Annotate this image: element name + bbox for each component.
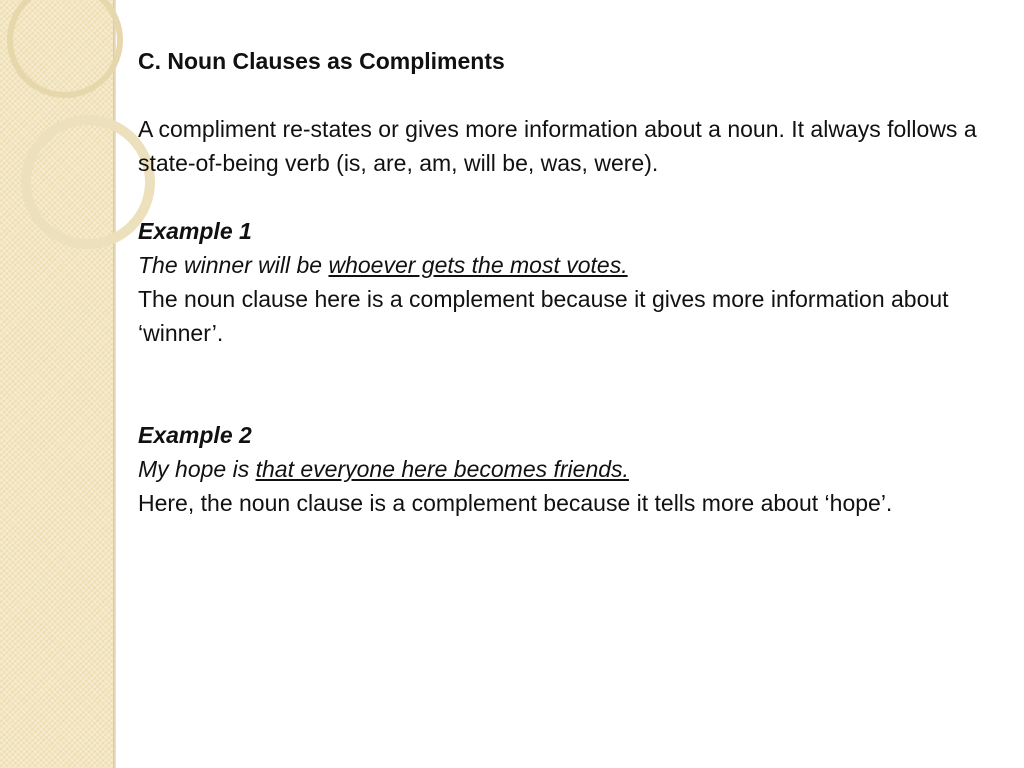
example-1-heading: Example 1 <box>138 218 252 244</box>
example-2-noun-clause: that everyone here becomes friends. <box>255 456 629 482</box>
ring-middle <box>26 120 150 244</box>
ring-top <box>10 0 120 95</box>
example-1-sentence-prefix: The winner will be <box>138 252 329 278</box>
example-2-sentence-prefix: My hope is <box>138 456 256 482</box>
example-2-sentence <box>138 452 998 486</box>
example-1-noun-clause: whoever gets the most votes. <box>328 252 628 278</box>
example-1-sentence <box>138 248 998 282</box>
example-2-heading: Example 2 <box>138 422 252 448</box>
definition-text: A compliment re-states or gives more information about a noun. It always follows a state-of-being verb (is, are, am, will be, was, were). <box>138 116 977 176</box>
example-2-explanation: Here, the noun clause is a complement because it tells more about ‘hope’. <box>138 490 893 516</box>
example-1-explanation: The noun clause here is a complement because it gives more information about ‘winner’. <box>138 286 949 346</box>
slide-title: C. Noun Clauses as Compliments <box>138 48 505 74</box>
slide-content <box>138 44 998 520</box>
